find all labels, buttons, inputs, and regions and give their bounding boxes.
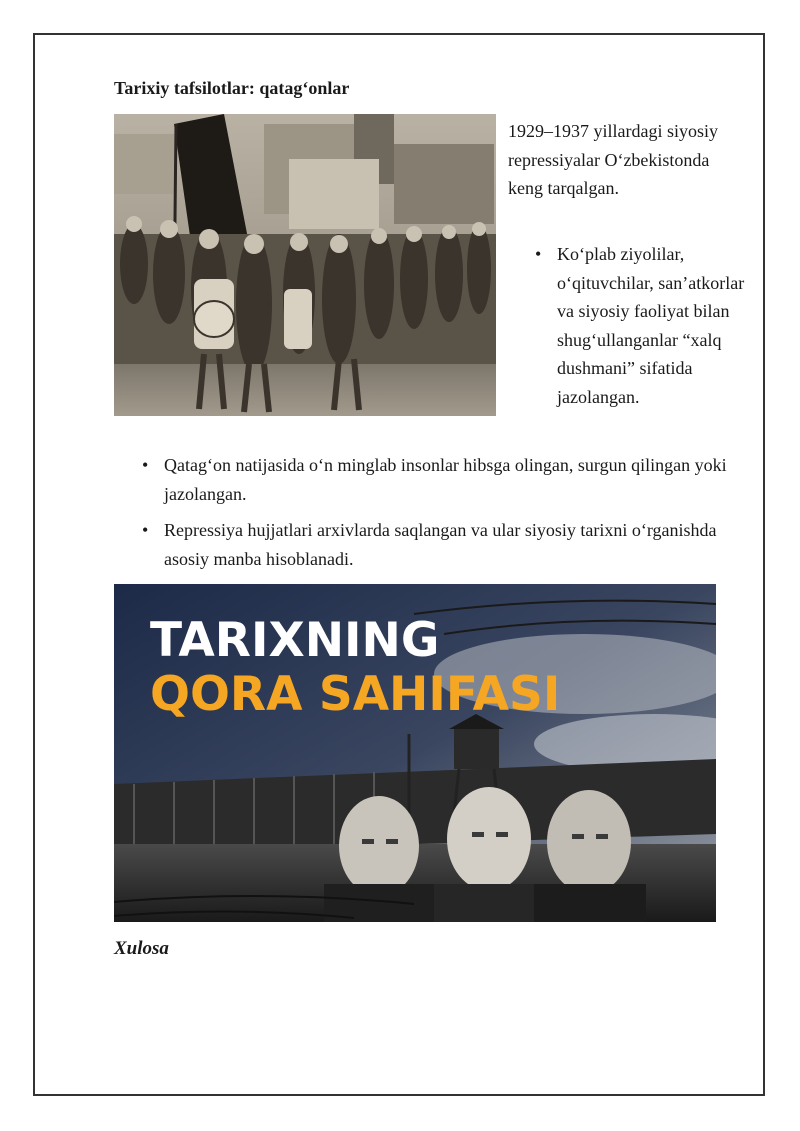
bullet-dot: • bbox=[142, 520, 149, 540]
intro-paragraph: 1929–1937 yillardagi siyosiy repressiyalar O‘zbekistonda keng tarqalgan. bbox=[508, 121, 718, 198]
poster-image bbox=[114, 584, 716, 922]
poster-title-line1: TARIXNING bbox=[150, 613, 440, 668]
list-item bbox=[535, 240, 747, 411]
conclusion-heading: Xulosa bbox=[114, 938, 169, 959]
list-item bbox=[142, 516, 744, 573]
poster-title-line2: QORA SAHIFASI bbox=[150, 667, 561, 722]
bullet-dot: • bbox=[535, 244, 542, 264]
bullet-dot: • bbox=[142, 455, 149, 475]
section-heading: Tarixiy tafsilotlar: qatag‘onlar bbox=[114, 78, 350, 98]
list-item bbox=[142, 451, 744, 508]
historical-photo-crowd bbox=[114, 114, 496, 416]
list-item-text: Ko‘plab ziyolilar, o‘qituvchilar, san’atkorlar va siyosiy faoliyat bilan shug‘ullanganlar “xalq dushmani” sifatida jazolangan. bbox=[557, 244, 745, 407]
list-item-text: Repressiya hujjatlari arxivlarda saqlangan va ular siyosiy tarixni o‘rganishda asosiy manba hisoblanadi. bbox=[164, 520, 717, 569]
list-item-text: Qatag‘on natijasida o‘n minglab insonlar hibsga olingan, surgun qilingan yoki jazolangan. bbox=[164, 455, 727, 504]
